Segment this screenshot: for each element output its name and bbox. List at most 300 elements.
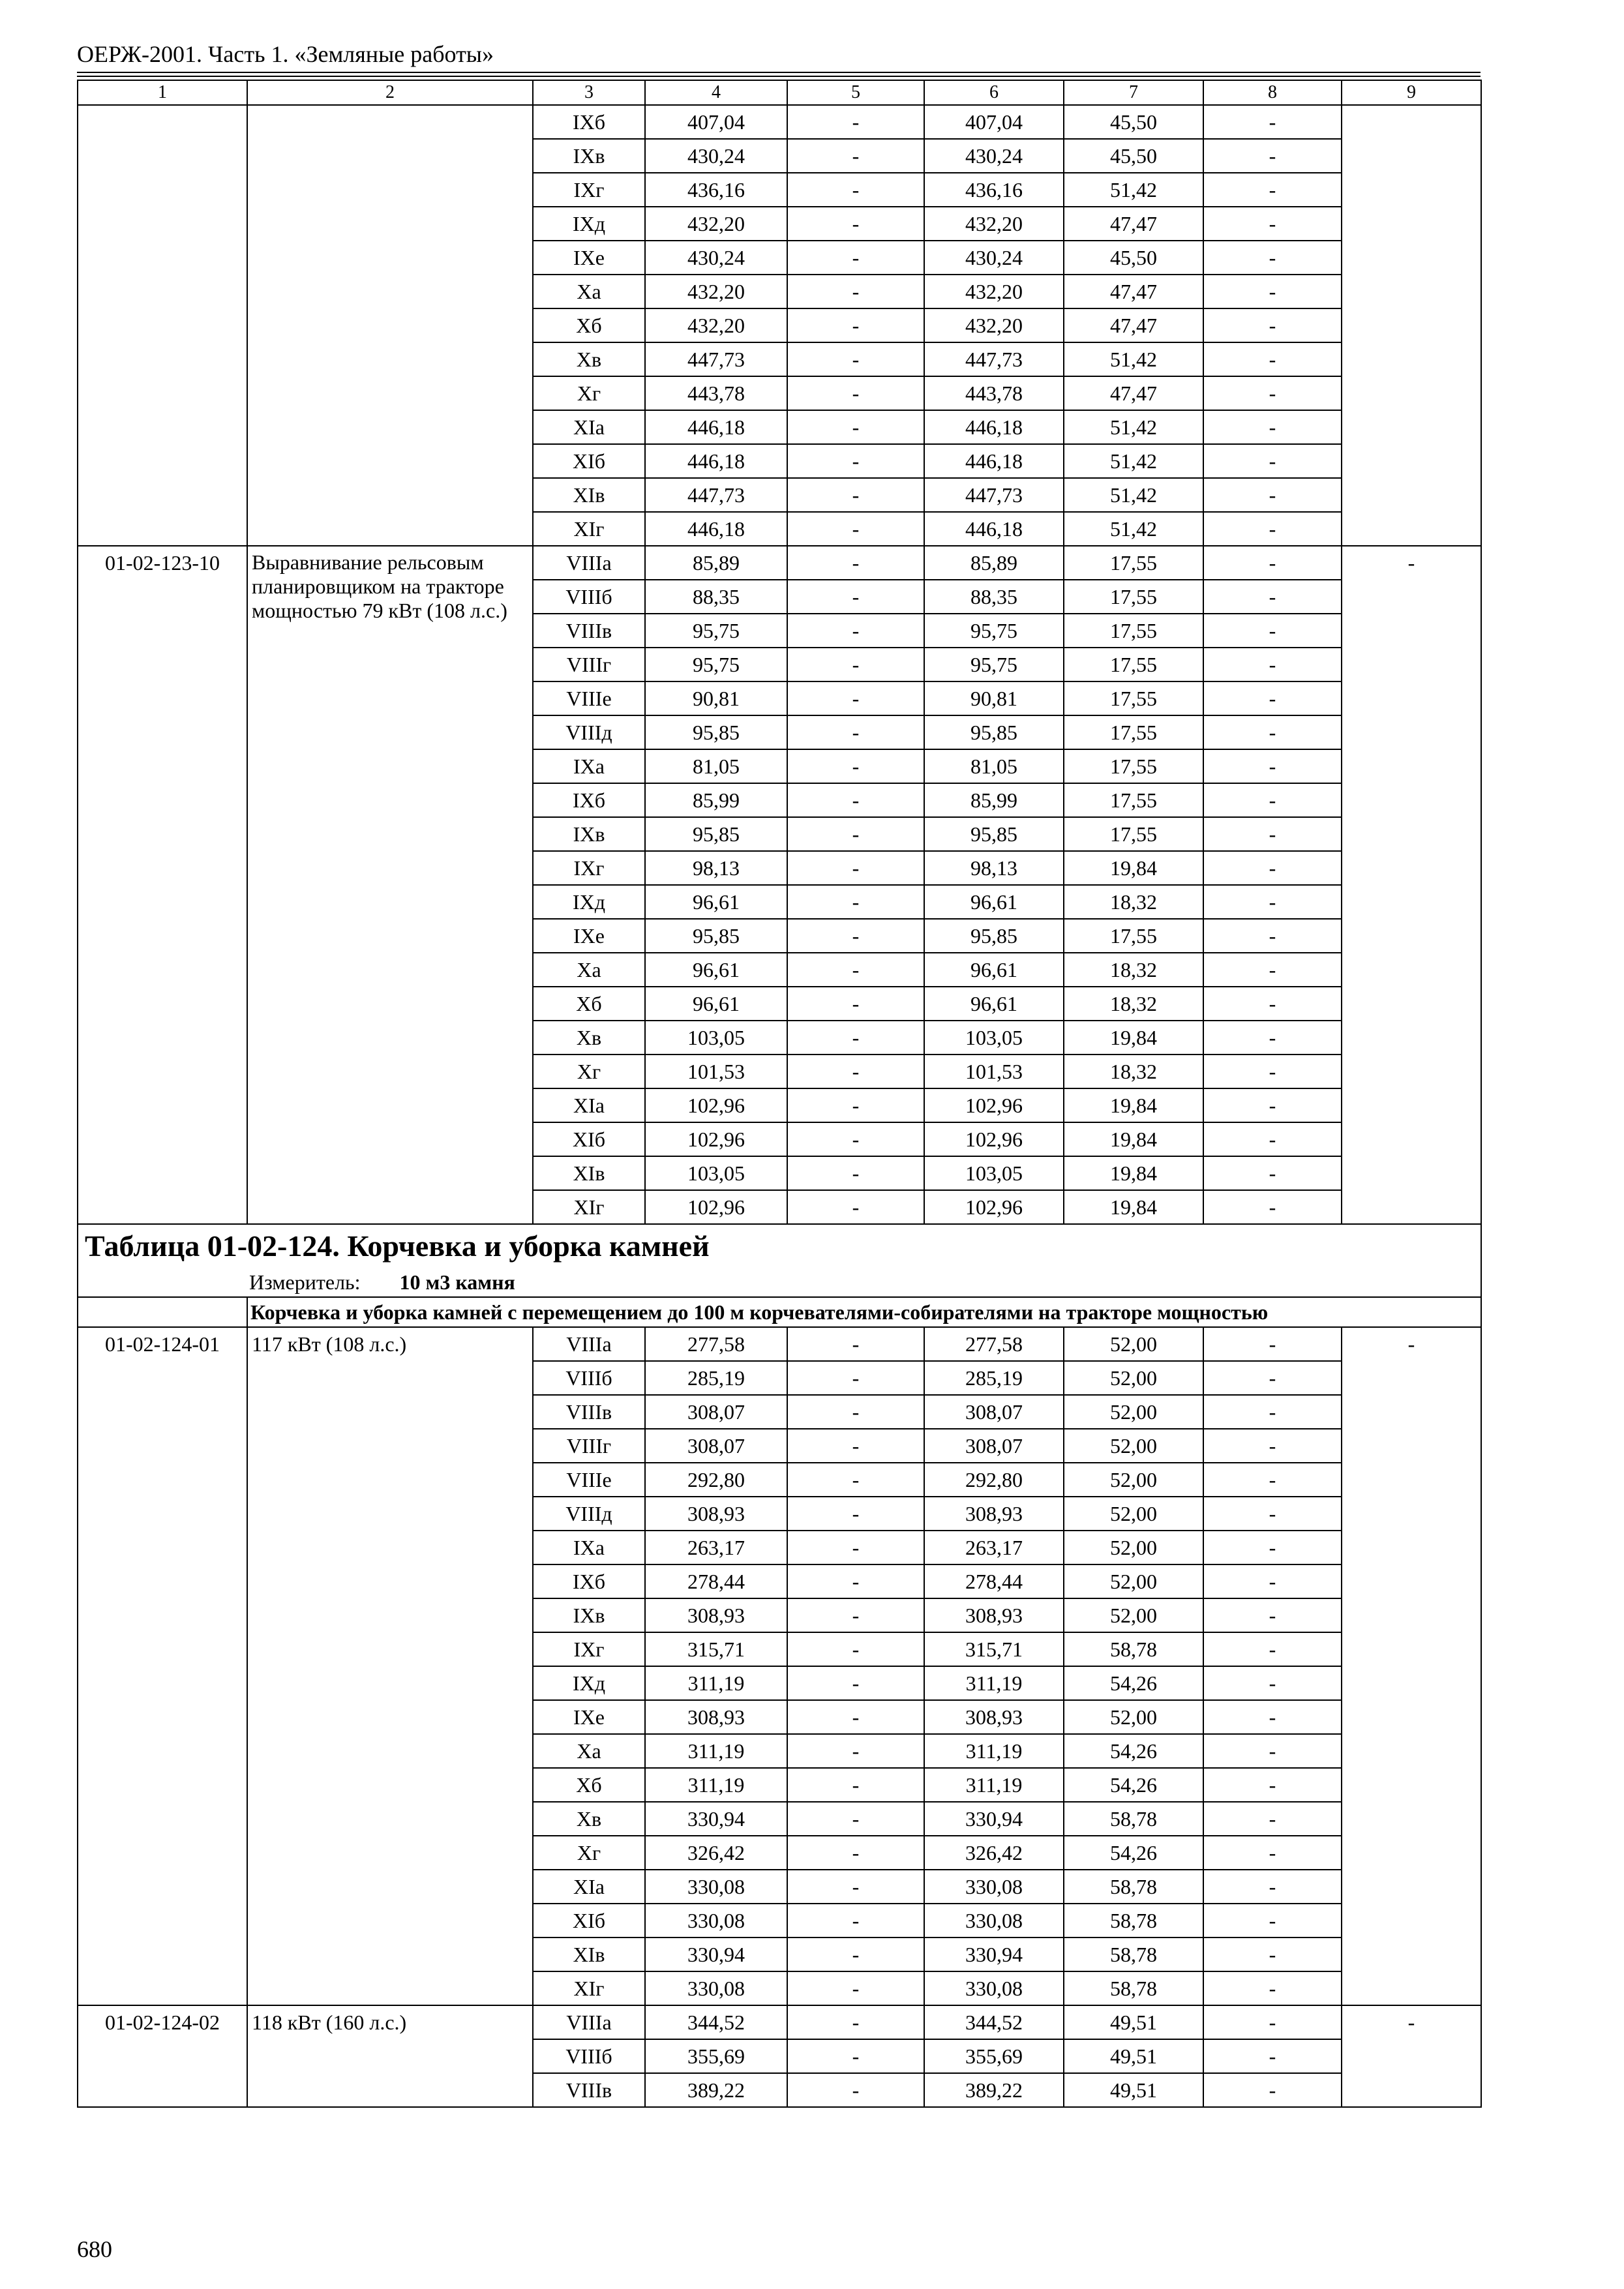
column-9-cell: - (1342, 2005, 1481, 2107)
soil-group-cell: XIa (533, 1088, 645, 1122)
soil-group-cell: IXa (533, 1531, 645, 1564)
value-cell: 98,13 (924, 851, 1064, 885)
soil-group-cell: IXе (533, 241, 645, 275)
value-cell: - (787, 1802, 924, 1836)
norm-description: 117 кВт (108 л.с.) (247, 1327, 533, 2005)
value-cell: - (1203, 1700, 1342, 1734)
value-cell: - (1203, 987, 1342, 1021)
value-cell: 101,53 (645, 1055, 787, 1088)
value-cell: 18,32 (1064, 953, 1203, 987)
value-cell: 278,44 (645, 1564, 787, 1598)
value-cell: - (1203, 1122, 1342, 1156)
value-cell: 90,81 (645, 681, 787, 715)
value-cell: - (1203, 885, 1342, 919)
column-number: 2 (247, 80, 533, 105)
value-cell: - (787, 1870, 924, 1904)
value-cell: 308,93 (645, 1700, 787, 1734)
table-title: Таблица 01-02-124. Корчевка и уборка камней (78, 1224, 1481, 1268)
value-cell: - (1203, 478, 1342, 512)
value-cell: - (1203, 1632, 1342, 1666)
section-row (78, 1297, 1481, 1327)
value-cell: - (1203, 1429, 1342, 1463)
soil-group-cell: VIIIб (533, 580, 645, 614)
value-cell: 389,22 (645, 2073, 787, 2107)
value-cell: 102,96 (645, 1190, 787, 1224)
value-cell: - (787, 987, 924, 1021)
value-cell: - (1203, 1666, 1342, 1700)
value-cell: 344,52 (645, 2005, 787, 2039)
page-number: 680 (77, 2236, 112, 2262)
value-cell: 81,05 (924, 749, 1064, 783)
value-cell: 18,32 (1064, 1055, 1203, 1088)
value-cell: 19,84 (1064, 1190, 1203, 1224)
value-cell: 52,00 (1064, 1598, 1203, 1632)
value-cell: - (1203, 410, 1342, 444)
value-cell: - (787, 275, 924, 308)
value-cell: - (787, 1021, 924, 1055)
value-cell: 17,55 (1064, 614, 1203, 648)
value-cell: 95,75 (645, 648, 787, 681)
value-cell: - (1203, 308, 1342, 342)
value-cell: 54,26 (1064, 1836, 1203, 1870)
soil-group-cell: IXг (533, 1632, 645, 1666)
column-number: 4 (645, 80, 787, 105)
value-cell: - (787, 953, 924, 987)
value-cell: 17,55 (1064, 715, 1203, 749)
soil-group-cell: Xг (533, 1836, 645, 1870)
norm-code (78, 105, 247, 546)
value-cell: 81,05 (645, 749, 787, 783)
value-cell: 85,99 (645, 783, 787, 817)
value-cell: - (1203, 1971, 1342, 2005)
unit-row (78, 1268, 1481, 1297)
value-cell: 102,96 (645, 1122, 787, 1156)
soil-group-cell: XIa (533, 1870, 645, 1904)
value-cell: - (787, 444, 924, 478)
value-cell: - (1203, 1531, 1342, 1564)
value-cell: 51,42 (1064, 444, 1203, 478)
value-cell: 277,58 (924, 1327, 1064, 1361)
value-cell: - (1203, 342, 1342, 376)
value-cell: 52,00 (1064, 1429, 1203, 1463)
value-cell: - (1203, 1836, 1342, 1870)
value-cell: 51,42 (1064, 173, 1203, 207)
value-cell: - (1203, 614, 1342, 648)
soil-group-cell: IXе (533, 1700, 645, 1734)
value-cell: - (787, 1531, 924, 1564)
value-cell: 52,00 (1064, 1395, 1203, 1429)
value-cell: 52,00 (1064, 1327, 1203, 1361)
value-cell: 51,42 (1064, 410, 1203, 444)
soil-group-cell: VIIIд (533, 715, 645, 749)
soil-group-cell: VIIIa (533, 2005, 645, 2039)
value-cell: 436,16 (924, 173, 1064, 207)
value-cell: 311,19 (924, 1734, 1064, 1768)
soil-group-cell: Xв (533, 342, 645, 376)
value-cell: - (1203, 1088, 1342, 1122)
value-cell: - (787, 410, 924, 444)
value-cell: 95,75 (924, 614, 1064, 648)
value-cell: 96,61 (924, 987, 1064, 1021)
soil-group-cell: VIIIб (533, 1361, 645, 1395)
soil-group-cell: VIIIв (533, 614, 645, 648)
value-cell: - (787, 1361, 924, 1395)
soil-group-cell: VIIIе (533, 681, 645, 715)
soil-group-cell: Xб (533, 308, 645, 342)
value-cell: 447,73 (645, 478, 787, 512)
value-cell: 52,00 (1064, 1700, 1203, 1734)
value-cell: - (1203, 376, 1342, 410)
value-cell: - (1203, 1598, 1342, 1632)
value-cell: 96,61 (645, 987, 787, 1021)
value-cell: 285,19 (924, 1361, 1064, 1395)
value-cell: 95,85 (924, 817, 1064, 851)
column-number: 1 (78, 80, 247, 105)
value-cell: 95,85 (645, 715, 787, 749)
soil-group-cell: VIIIa (533, 1327, 645, 1361)
value-cell: 308,07 (924, 1395, 1064, 1429)
soil-group-cell: XIг (533, 1190, 645, 1224)
value-cell: - (787, 1836, 924, 1870)
value-cell: 45,50 (1064, 241, 1203, 275)
value-cell: 17,55 (1064, 783, 1203, 817)
value-cell: 315,71 (924, 1632, 1064, 1666)
value-cell: - (787, 2039, 924, 2073)
value-cell: 45,50 (1064, 105, 1203, 139)
value-cell: 52,00 (1064, 1531, 1203, 1564)
value-cell: 54,26 (1064, 1734, 1203, 1768)
value-cell: - (1203, 546, 1342, 580)
soil-group-cell: Xб (533, 1768, 645, 1802)
value-cell: 45,50 (1064, 139, 1203, 173)
value-cell: 58,78 (1064, 1802, 1203, 1836)
soil-group-cell: XIв (533, 1156, 645, 1190)
value-cell: 432,20 (645, 207, 787, 241)
value-cell: - (787, 105, 924, 139)
soil-group-cell: VIIIб (533, 2039, 645, 2073)
value-cell: 19,84 (1064, 1088, 1203, 1122)
value-cell: 330,94 (924, 1802, 1064, 1836)
value-cell: - (1203, 105, 1342, 139)
value-cell: - (1203, 444, 1342, 478)
column-9-cell (1342, 105, 1481, 546)
value-cell: 447,73 (645, 342, 787, 376)
value-cell: - (1203, 512, 1342, 546)
value-cell: 344,52 (924, 2005, 1064, 2039)
value-cell: - (787, 749, 924, 783)
soil-group-cell: IXa (533, 749, 645, 783)
value-cell: - (787, 1666, 924, 1700)
value-cell: - (1203, 817, 1342, 851)
value-cell: 102,96 (924, 1190, 1064, 1224)
value-cell: - (1203, 1395, 1342, 1429)
header-rule-secondary (77, 76, 1481, 77)
value-cell: 430,24 (645, 139, 787, 173)
soil-group-cell: XIв (533, 1937, 645, 1971)
value-cell: 49,51 (1064, 2039, 1203, 2073)
column-number: 3 (533, 80, 645, 105)
value-cell: 292,80 (645, 1463, 787, 1497)
soil-group-cell: IXг (533, 851, 645, 885)
value-cell: 330,08 (645, 1904, 787, 1937)
value-cell: 311,19 (645, 1666, 787, 1700)
norm-description (247, 105, 533, 546)
value-cell: - (787, 919, 924, 953)
value-cell: - (787, 1904, 924, 1937)
value-cell: 17,55 (1064, 919, 1203, 953)
value-cell: 52,00 (1064, 1564, 1203, 1598)
value-cell: - (787, 1055, 924, 1088)
value-cell: 85,99 (924, 783, 1064, 817)
soil-group-cell: VIIIг (533, 1429, 645, 1463)
value-cell: 330,08 (924, 1971, 1064, 2005)
value-cell: 103,05 (645, 1021, 787, 1055)
value-cell: 330,08 (924, 1870, 1064, 1904)
norm-code: 01-02-124-01 (78, 1327, 247, 2005)
value-cell: 263,17 (645, 1531, 787, 1564)
soil-group-cell: IXв (533, 817, 645, 851)
value-cell: - (1203, 1904, 1342, 1937)
value-cell: 54,26 (1064, 1666, 1203, 1700)
value-cell: - (1203, 2005, 1342, 2039)
value-cell: 51,42 (1064, 342, 1203, 376)
value-cell: 17,55 (1064, 749, 1203, 783)
value-cell: - (787, 715, 924, 749)
value-cell: 330,94 (645, 1802, 787, 1836)
column-number: 8 (1203, 80, 1342, 105)
value-cell: 96,61 (645, 953, 787, 987)
value-cell: - (1203, 1361, 1342, 1395)
value-cell: 101,53 (924, 1055, 1064, 1088)
value-cell: 90,81 (924, 681, 1064, 715)
value-cell: 47,47 (1064, 308, 1203, 342)
value-cell: - (787, 1734, 924, 1768)
value-cell: 96,61 (924, 953, 1064, 987)
value-cell: 19,84 (1064, 1021, 1203, 1055)
value-cell: - (1203, 919, 1342, 953)
value-cell: 432,20 (924, 275, 1064, 308)
value-cell: 98,13 (645, 851, 787, 885)
value-cell: 407,04 (645, 105, 787, 139)
value-cell: - (1203, 1055, 1342, 1088)
value-cell: 389,22 (924, 2073, 1064, 2107)
value-cell: 47,47 (1064, 207, 1203, 241)
value-cell: 103,05 (645, 1156, 787, 1190)
value-cell: - (787, 376, 924, 410)
soil-group-cell: VIIIв (533, 2073, 645, 2107)
value-cell: 446,18 (645, 444, 787, 478)
value-cell: - (787, 851, 924, 885)
soil-group-cell: VIIIa (533, 546, 645, 580)
soil-group-cell: Xa (533, 953, 645, 987)
value-cell: - (1203, 1802, 1342, 1836)
value-cell: 432,20 (645, 308, 787, 342)
soil-group-cell: Xв (533, 1021, 645, 1055)
value-cell: - (787, 1564, 924, 1598)
value-cell: 51,42 (1064, 512, 1203, 546)
value-cell: - (787, 1122, 924, 1156)
value-cell: - (1203, 580, 1342, 614)
value-cell: 96,61 (645, 885, 787, 919)
value-cell: 17,55 (1064, 546, 1203, 580)
value-cell: - (787, 478, 924, 512)
value-cell: - (787, 1632, 924, 1666)
value-cell: 308,93 (645, 1598, 787, 1632)
value-cell: 355,69 (645, 2039, 787, 2073)
value-cell: 54,26 (1064, 1768, 1203, 1802)
soil-group-cell: IXд (533, 207, 645, 241)
table-title-row (78, 1224, 1481, 1268)
value-cell: - (787, 207, 924, 241)
value-cell: 311,19 (645, 1768, 787, 1802)
value-cell: 308,93 (924, 1700, 1064, 1734)
value-cell: - (1203, 241, 1342, 275)
value-cell: - (1203, 715, 1342, 749)
value-cell: - (787, 1768, 924, 1802)
value-cell: 330,08 (645, 1971, 787, 2005)
table-row (78, 546, 1481, 580)
value-cell: 52,00 (1064, 1361, 1203, 1395)
value-cell: 326,42 (645, 1836, 787, 1870)
value-cell: - (787, 173, 924, 207)
soil-group-cell: VIIIв (533, 1395, 645, 1429)
value-cell: 430,24 (645, 241, 787, 275)
value-cell: 315,71 (645, 1632, 787, 1666)
document-header: ОЕРЖ-2001. Часть 1. «Земляные работы» (77, 41, 494, 67)
soil-group-cell: IXд (533, 885, 645, 919)
value-cell: - (787, 1971, 924, 2005)
value-cell: 277,58 (645, 1327, 787, 1361)
value-cell: 436,16 (645, 173, 787, 207)
value-cell: - (1203, 173, 1342, 207)
column-9-cell: - (1342, 546, 1481, 1224)
value-cell: - (787, 1088, 924, 1122)
value-cell: 311,19 (924, 1768, 1064, 1802)
value-cell: 447,73 (924, 478, 1064, 512)
value-cell: - (1203, 1327, 1342, 1361)
norms-table (77, 80, 1482, 2108)
value-cell: - (1203, 648, 1342, 681)
value-cell: 311,19 (645, 1734, 787, 1768)
value-cell: 95,75 (645, 614, 787, 648)
section-heading (247, 1297, 1481, 1327)
value-cell: - (787, 1156, 924, 1190)
value-cell: 18,32 (1064, 987, 1203, 1021)
value-cell: 96,61 (924, 885, 1064, 919)
value-cell: 47,47 (1064, 376, 1203, 410)
value-cell: 446,18 (924, 410, 1064, 444)
column-number: 6 (924, 80, 1064, 105)
value-cell: 95,75 (924, 648, 1064, 681)
soil-group-cell: Xб (533, 987, 645, 1021)
unit-label: Измеритель: (249, 1270, 361, 1294)
section-spacer (78, 1297, 247, 1327)
soil-group-cell: Xг (533, 376, 645, 410)
value-cell: 330,94 (645, 1937, 787, 1971)
soil-group-cell: IXб (533, 105, 645, 139)
value-cell: - (1203, 783, 1342, 817)
value-cell: 17,55 (1064, 648, 1203, 681)
soil-group-cell: Xa (533, 1734, 645, 1768)
value-cell: 88,35 (924, 580, 1064, 614)
soil-group-cell: Xв (533, 1802, 645, 1836)
value-cell: - (787, 1497, 924, 1531)
value-cell: - (787, 308, 924, 342)
value-cell: 95,85 (645, 817, 787, 851)
value-cell: 430,24 (924, 241, 1064, 275)
value-cell: 58,78 (1064, 1870, 1203, 1904)
norm-code: 01-02-123-10 (78, 546, 247, 1224)
value-cell: - (787, 580, 924, 614)
value-cell: 19,84 (1064, 1122, 1203, 1156)
value-cell: 49,51 (1064, 2073, 1203, 2107)
value-cell: 103,05 (924, 1156, 1064, 1190)
norm-description: 118 кВт (160 л.с.) (247, 2005, 533, 2107)
value-cell: 443,78 (645, 376, 787, 410)
soil-group-cell: IXб (533, 783, 645, 817)
value-cell: 102,96 (924, 1122, 1064, 1156)
value-cell: 58,78 (1064, 1937, 1203, 1971)
soil-group-cell: IXб (533, 1564, 645, 1598)
value-cell: 292,80 (924, 1463, 1064, 1497)
value-cell: - (787, 1395, 924, 1429)
value-cell: 263,17 (924, 1531, 1064, 1564)
soil-group-cell: IXв (533, 139, 645, 173)
value-cell: 51,42 (1064, 478, 1203, 512)
value-cell: - (787, 241, 924, 275)
value-cell: 19,84 (1064, 1156, 1203, 1190)
column-number: 9 (1342, 80, 1481, 105)
value-cell: - (1203, 2039, 1342, 2073)
value-cell: 278,44 (924, 1564, 1064, 1598)
value-cell: 102,96 (924, 1088, 1064, 1122)
table-row (78, 105, 1481, 139)
column-9-cell: - (1342, 1327, 1481, 2005)
norm-description: Выравнивание рельсовым планировщиком на тракторе мощностью 79 кВт (108 л.с.) (247, 546, 533, 1224)
value-cell: - (787, 648, 924, 681)
value-cell: - (787, 1190, 924, 1224)
norm-code: 01-02-124-02 (78, 2005, 247, 2107)
value-cell: - (1203, 1463, 1342, 1497)
soil-group-cell: Xa (533, 275, 645, 308)
value-cell: 285,19 (645, 1361, 787, 1395)
soil-group-cell: Xг (533, 1055, 645, 1088)
value-cell: 446,18 (645, 410, 787, 444)
value-cell: - (787, 512, 924, 546)
value-cell: 88,35 (645, 580, 787, 614)
value-cell: 432,20 (924, 308, 1064, 342)
value-cell: 330,08 (645, 1870, 787, 1904)
value-cell: - (787, 1327, 924, 1361)
unit-cell (78, 1268, 1481, 1297)
column-number-row (78, 80, 1481, 105)
value-cell: - (1203, 953, 1342, 987)
value-cell: 355,69 (924, 2039, 1064, 2073)
soil-group-cell: XIб (533, 1904, 645, 1937)
value-cell: 49,51 (1064, 2005, 1203, 2039)
value-cell: 330,08 (924, 1904, 1064, 1937)
soil-group-cell: VIIIг (533, 648, 645, 681)
value-cell: 446,18 (924, 444, 1064, 478)
column-number: 5 (787, 80, 924, 105)
value-cell: 95,85 (645, 919, 787, 953)
value-cell: 17,55 (1064, 817, 1203, 851)
soil-group-cell: VIIIе (533, 1463, 645, 1497)
value-cell: - (1203, 1156, 1342, 1190)
value-cell: - (787, 1937, 924, 1971)
value-cell: 308,93 (924, 1598, 1064, 1632)
value-cell: 446,18 (924, 512, 1064, 546)
